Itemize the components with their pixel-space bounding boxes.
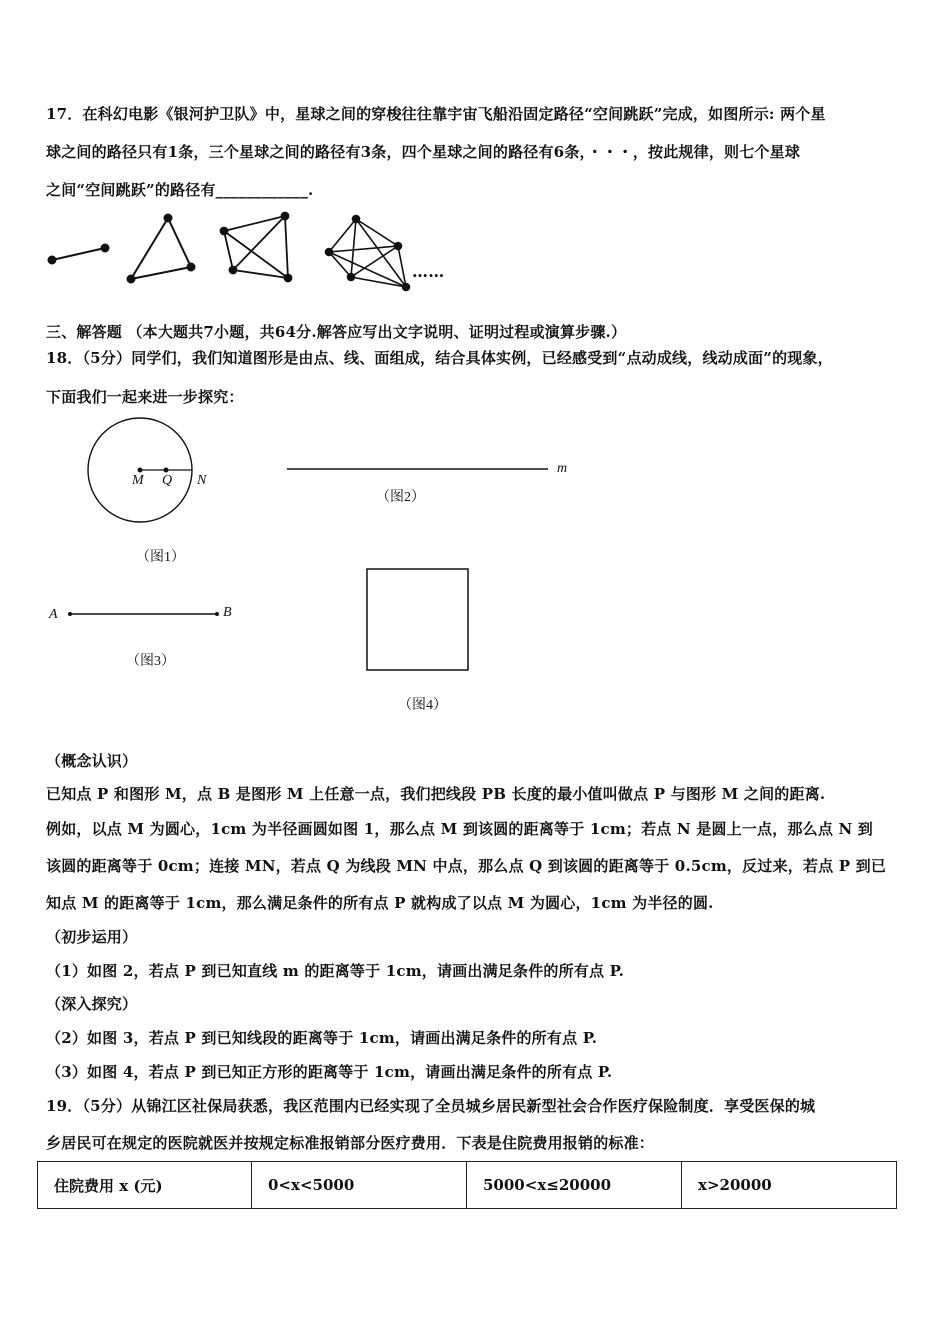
fig2-caption: （图2） [376, 490, 425, 505]
q17-line-2: 球之间的路径只有1条，三个星球之间的路径有3条，四个星球之间的路径有6条，・・・，按此规律，则七个星球 [46, 143, 801, 161]
fig1-label-m: M [132, 473, 144, 488]
q19-line-1: 19．（5分）从锦江区社保局获悉，我区范围内已经实现了全员城乡居民新型社会合作医疗保险制度．享受医保的城 [46, 1097, 816, 1115]
table-cell-range-3: x>20000 [682, 1162, 897, 1209]
fig1-label-q: Q [162, 473, 173, 488]
fig1-label-n: N [197, 473, 207, 488]
q18-line-2: 下面我们一起来进一步探究： [46, 388, 244, 406]
fig3-label-b: B [223, 605, 232, 620]
table-cell-header: 住院费用 x (元) [38, 1162, 252, 1209]
figure-3-segment [69, 613, 219, 616]
fig3-caption: （图3） [126, 654, 175, 669]
explore-heading: （深入探究） [46, 995, 138, 1013]
task-1: （1）如图 2，若点 P 到已知直线 m 的距离等于 1cm，请画出满足条件的所有点 P. [46, 962, 625, 980]
q17-ellipsis: …… [412, 262, 445, 281]
figure-4-square [367, 569, 468, 670]
graph-two-stars [49, 245, 109, 264]
figure-1-circle [88, 418, 192, 522]
concept-line-2: 例如，以点 M 为圆心，1cm 为半径画圆如图 1，那么点 M 到该圆的距离等于 1cm；若点 N 是圆上一点，那么点 N 到 [46, 820, 873, 838]
q17-line-3: 之间“空间跳跃”的路径有____________. [46, 181, 314, 199]
fig1-caption: （图1） [136, 550, 185, 565]
fig3-label-a: A [49, 607, 58, 622]
table-cell-range-1: 0<x<5000 [252, 1162, 467, 1209]
graph-three-stars [128, 215, 195, 283]
task-3: （3）如图 4，若点 P 到已知正方形的距离等于 1cm，请画出满足条件的所有点 P. [46, 1063, 613, 1081]
q19-line-2: 乡居民可在规定的医院就医并按规定标准报销部分医疗费用．下表是住院费用报销的标准： [46, 1134, 655, 1152]
graph-four-stars [221, 213, 292, 282]
table-row [38, 1162, 897, 1209]
fig2-label-m: m [557, 461, 568, 476]
fig4-caption: （图4） [398, 698, 447, 713]
reimbursement-table [37, 1161, 897, 1209]
table-cell-range-2: 5000<x≤20000 [467, 1162, 682, 1209]
section-3-heading: 三、解答题 （本大题共7小题，共64分.解答应写出文字说明、证明过程或演算步骤.） [46, 323, 627, 341]
concept-line-4: 知点 M 的距离等于 1cm，那么满足条件的所有点 P 就构成了以点 M 为圆心，1cm 为半径的圆. [46, 894, 714, 912]
concept-line-1: 已知点 P 和图形 M，点 B 是图形 M 上任意一点，我们把线段 PB 长度的最小值叫做点 P 与图形 M 之间的距离. [46, 785, 826, 803]
q18-line-1: 18．（5分）同学们，我们知道图形是由点、线、面组成，结合具体实例，已经感受到“点动成线，线动成面”的现象， [46, 349, 833, 367]
graph-five-stars [326, 216, 410, 291]
concept-heading: （概念认识） [46, 752, 138, 770]
q17-line-1: 17．在科幻电影《银河护卫队》中，星球之间的穿梭往往靠宇宙飞船沿固定路径“空间跳跃”完成，如图所示: 两个星 [46, 105, 826, 123]
concept-line-3: 该圆的距离等于 0cm；连接 MN，若点 Q 为线段 MN 中点，那么点 Q 到该圆的距离等于 0.5cm，反过来，若点 P 到已 [46, 857, 887, 875]
apply-heading: （初步运用） [46, 928, 138, 946]
task-2: （2）如图 3，若点 P 到已知线段的距离等于 1cm，请画出满足条件的所有点 P. [46, 1029, 598, 1047]
